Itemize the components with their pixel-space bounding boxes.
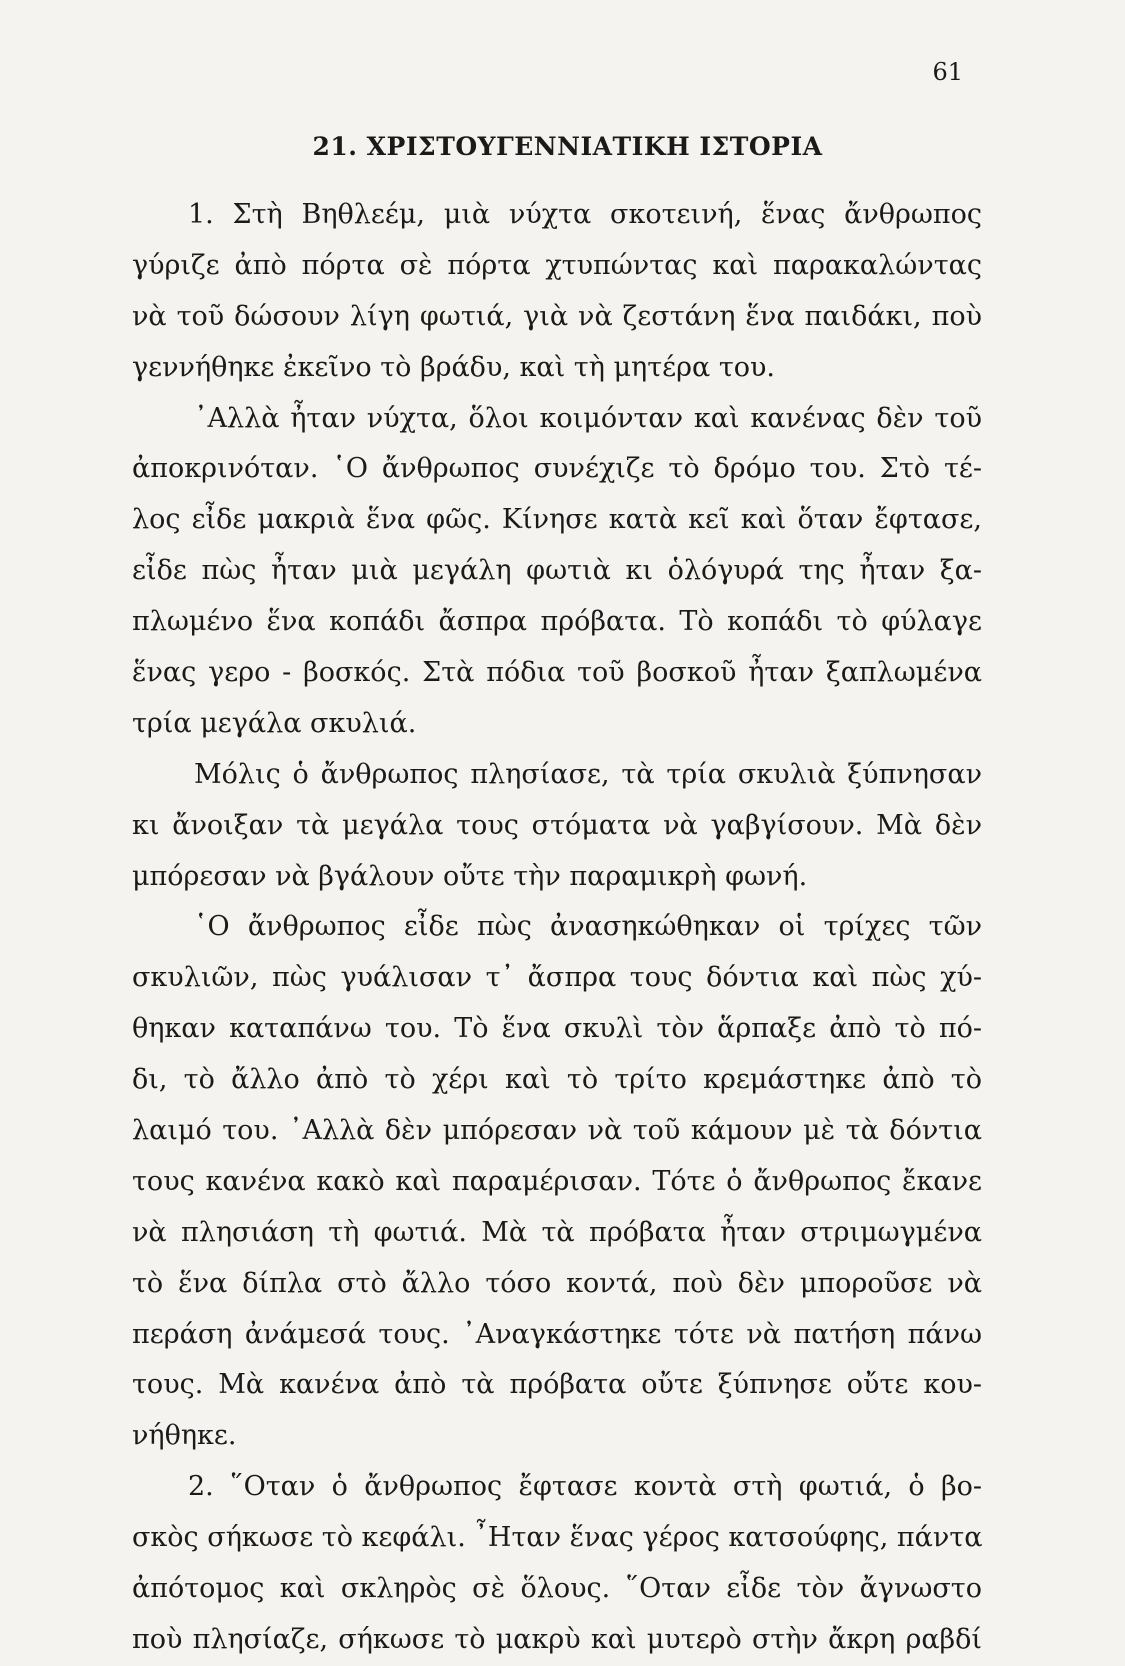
text-line: ἀποκρινόταν. ῾Ο ἄνθρωπος συνέχιζε τὸ δρόμο του. Στὸ τέ- xyxy=(132,453,982,485)
text-line: δι, τὸ ἄλλο ἀπὸ τὸ χέρι καὶ τὸ τρίτο κρεμάστηκε ἀπὸ τὸ xyxy=(132,1064,982,1096)
text-line: ᾿Αλλὰ ἦταν νύχτα, ὅλοι κοιμόνταν καὶ κανένας δὲν τοῦ xyxy=(194,402,982,434)
chapter-title: 21. ΧΡΙΣΤΟΥΓΕΝΝΙΑΤΙΚΗ ΙΣΤΟΡΙΑ xyxy=(312,132,823,161)
text-line: μπόρεσαν νὰ βγάλουν οὔτε τὴν παραμικρὴ φωνή. xyxy=(132,860,808,892)
text-line: ποὺ πλησίαζε, σήκωσε τὸ μακρὺ καὶ μυτερὸ στὴν ἄκρη ραβδί xyxy=(132,1623,982,1655)
text-line: θηκαν καταπάνω του. Τὸ ἕνα σκυλὶ τὸν ἅρπαξε ἀπὸ τὸ πό- xyxy=(132,1013,982,1045)
text-line: γύριζε ἀπὸ πόρτα σὲ πόρτα χτυπώντας καὶ παρακαλώντας xyxy=(132,249,982,281)
text-line: πλωμένο ἕνα κοπάδι ἄσπρα πρόβατα. Τὸ κοπάδι τὸ φύλαγε xyxy=(132,606,982,638)
page-number: 61 xyxy=(932,58,963,86)
text-line: 2. ῞Οταν ὁ ἄνθρωπος ἔφτασε κοντὰ στὴ φωτιά, ὁ βο- xyxy=(188,1471,982,1503)
text-line: λαιμό του. ᾿Αλλὰ δὲν μπόρεσαν νὰ τοῦ κάμουν μὲ τὰ δόντια xyxy=(132,1115,982,1147)
text-line: ἀπότομος καὶ σκληρὸς σὲ ὅλους. ῞Οταν εἶδε τὸν ἄγνωστο xyxy=(132,1573,982,1605)
text-line: τους κανένα κακὸ καὶ παραμέρισαν. Τότε ὁ ἄνθρωπος ἔκανε xyxy=(132,1165,982,1197)
text-line: τὸ ἕνα δίπλα στὸ ἄλλο τόσο κοντά, ποὺ δὲν μποροῦσε νὰ xyxy=(132,1267,982,1299)
text-line: νὰ τοῦ δώσουν λίγη φωτιά, γιὰ νὰ ζεστάνη ἕνα παιδάκι, ποὺ xyxy=(132,300,982,332)
text-line: τους. Μὰ κανένα ἀπὸ τὰ πρόβατα οὔτε ξύπνησε οὔτε κου- xyxy=(132,1369,982,1401)
text-line: ἕνας γερο - βοσκός. Στὰ πόδια τοῦ βοσκοῦ ἦταν ξαπλωμένα xyxy=(132,657,982,689)
text-line: 1. Στὴ Βηθλεέμ, μιὰ νύχτα σκοτεινή, ἕνας ἄνθρωπος xyxy=(188,199,982,230)
text-line: λος εἶδε μακριὰ ἕνα φῶς. Κίνησε κατὰ κεῖ καὶ ὅταν ἔφτασε, xyxy=(132,504,982,536)
text-line: περάση ἀνάμεσά τους. ᾿Αναγκάστηκε τότε νὰ πατήση πάνω xyxy=(132,1318,982,1350)
text-line: Μόλις ὁ ἄνθρωπος πλησίασε, τὰ τρία σκυλιὰ ξύπνησαν xyxy=(194,758,982,790)
text-line: τρία μεγάλα σκυλιά. xyxy=(132,707,417,739)
text-line: κι ἄνοιξαν τὰ μεγάλα τους στόματα νὰ γαβγίσουν. Μὰ δὲν xyxy=(132,809,982,841)
text-line: σκυλιῶν, πὼς γυάλισαν τ᾿ ἄσπρα τους δόντια καὶ πὼς χύ- xyxy=(132,962,982,994)
text-line: νὰ πλησιάση τὴ φωτιά. Μὰ τὰ πρόβατα ἦταν στριμωγμένα xyxy=(132,1216,982,1248)
text-line: νήθηκε. xyxy=(132,1420,237,1452)
text-line: ῾Ο ἄνθρωπος εἶδε πὼς ἀνασηκώθηκαν οἱ τρίχες τῶν xyxy=(194,911,982,943)
body-text xyxy=(132,190,982,1666)
text-line: εἶδε πὼς ἦταν μιὰ μεγάλη φωτιὰ κι ὁλόγυρά της ἦταν ξα- xyxy=(132,555,982,587)
text-line: γεννήθηκε ἐκεῖνο τὸ βράδυ, καὶ τὴ μητέρα του. xyxy=(132,351,776,383)
text-line: σκὸς σήκωσε τὸ κεφάλι. ῏Ηταν ἕνας γέρος κατσούφης, πάντα xyxy=(132,1522,983,1554)
